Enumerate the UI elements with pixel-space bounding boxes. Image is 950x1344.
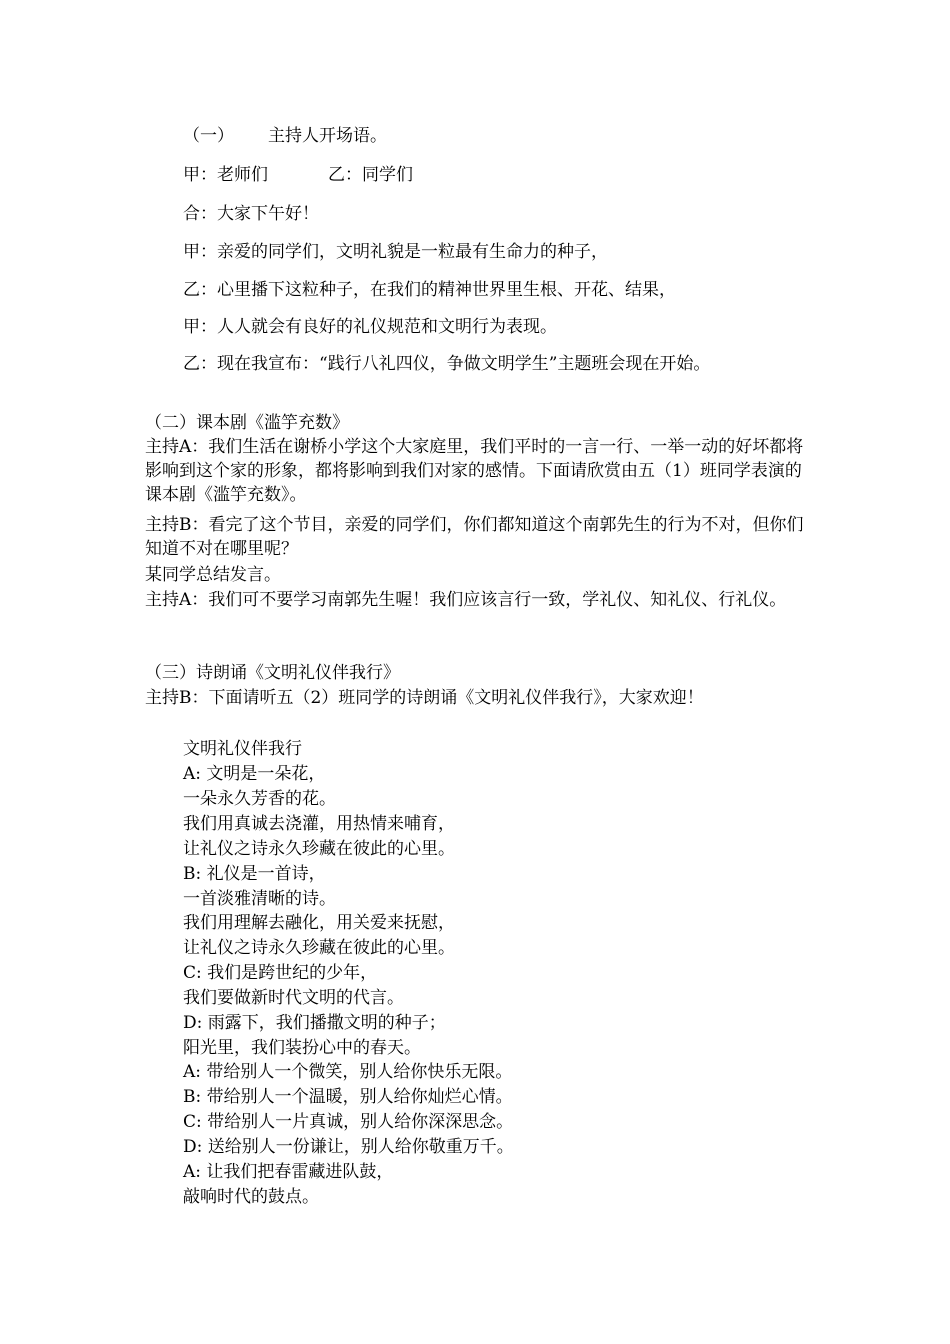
poem-line: D: 雨露下，我们播撒文明的种子； bbox=[183, 1013, 446, 1033]
section3-paragraph-1: 主持B：下面请听五（2）班同学的诗朗诵《文明礼仪伴我行》，大家欢迎！ bbox=[145, 688, 704, 708]
section2-paragraph-3: 某同学总结发言。 bbox=[145, 565, 281, 585]
poem-line: 我们用真诚去浇灌，用热情来哺育， bbox=[183, 814, 455, 834]
poem-line: 阳光里，我们装扮心中的春天。 bbox=[183, 1038, 421, 1058]
intro-greeting-row bbox=[183, 163, 413, 187]
poem-title: 文明礼仪伴我行 bbox=[183, 739, 302, 759]
poem-line: 让礼仪之诗永久珍藏在彼此的心里。 bbox=[183, 938, 455, 958]
poem-line: C: 带给别人一片真诚，别人给你深深思念。 bbox=[183, 1112, 514, 1132]
poem-line: 敲响时代的鼓点。 bbox=[183, 1187, 319, 1207]
section2-paragraph-2: 主持B：看完了这个节目，亲爱的同学们，你们都知道这个南郭先生的行为不对，但你们知道不对在哪里呢？ bbox=[145, 515, 804, 559]
poem-line: 让礼仪之诗永久珍藏在彼此的心里。 bbox=[183, 839, 455, 859]
intro-heading-text: 主持人开场语。 bbox=[268, 126, 387, 146]
intro-heading-number: （一） bbox=[183, 126, 234, 146]
speaker-yi-greeting: 乙：同学们 bbox=[328, 165, 413, 185]
poem-line: A: 带给别人一个微笑，别人给你快乐无限。 bbox=[183, 1062, 513, 1082]
section3-heading: （三）诗朗诵《文明礼仪伴我行》 bbox=[145, 663, 400, 683]
intro-line-jia-c: 甲：人人就会有良好的礼仪规范和文明行为表现。 bbox=[183, 317, 557, 337]
section2-heading: （二）课本剧《滥竽充数》 bbox=[145, 413, 349, 433]
intro-line-yi-c: 乙：现在我宣布：“践行八礼四仪，争做文明学生”主题班会现在开始。 bbox=[183, 354, 711, 374]
section2-paragraph-1: 主持A：我们生活在谢桥小学这个大家庭里，我们平时的一言一行、一举一动的好坏都将影响到这个家的形象，都将影响到我们对家的感情。下面请欣赏由五（1）班同学表演的课本剧《滥竽充数》。 bbox=[145, 437, 804, 505]
intro-line-yi-b: 乙：心里播下这粒种子，在我们的精神世界里生根、开花、结果， bbox=[183, 280, 676, 300]
section2-paragraph-4: 主持A：我们可不要学习南郭先生喔！我们应该言行一致，学礼仪、知礼仪、行礼仪。 bbox=[145, 590, 787, 610]
intro-heading bbox=[183, 124, 387, 148]
poem-line: 一首淡雅清晰的诗。 bbox=[183, 889, 336, 909]
poem-line: A: 文明是一朵花， bbox=[183, 764, 326, 784]
poem-line: 一朵永久芳香的花。 bbox=[183, 789, 336, 809]
poem-line: D: 送给别人一份谦让，别人给你敬重万千。 bbox=[183, 1137, 514, 1157]
poem-line: B: 礼仪是一首诗， bbox=[183, 864, 326, 884]
intro-line-he: 合：大家下午好！ bbox=[183, 204, 319, 224]
poem-line: 我们用理解去融化，用关爱来抚慰， bbox=[183, 913, 455, 933]
poem-line: 我们要做新时代文明的代言。 bbox=[183, 988, 404, 1008]
speaker-jia-greeting: 甲：老师们 bbox=[183, 165, 268, 185]
poem-line: B: 带给别人一个温暖，别人给你灿烂心情。 bbox=[183, 1087, 513, 1107]
poem-line: A: 让我们把春雷藏进队鼓， bbox=[183, 1162, 394, 1182]
poem-line: C: 我们是跨世纪的少年， bbox=[183, 963, 378, 983]
intro-line-jia-b: 甲：亲爱的同学们，文明礼貌是一粒最有生命力的种子， bbox=[183, 242, 608, 262]
